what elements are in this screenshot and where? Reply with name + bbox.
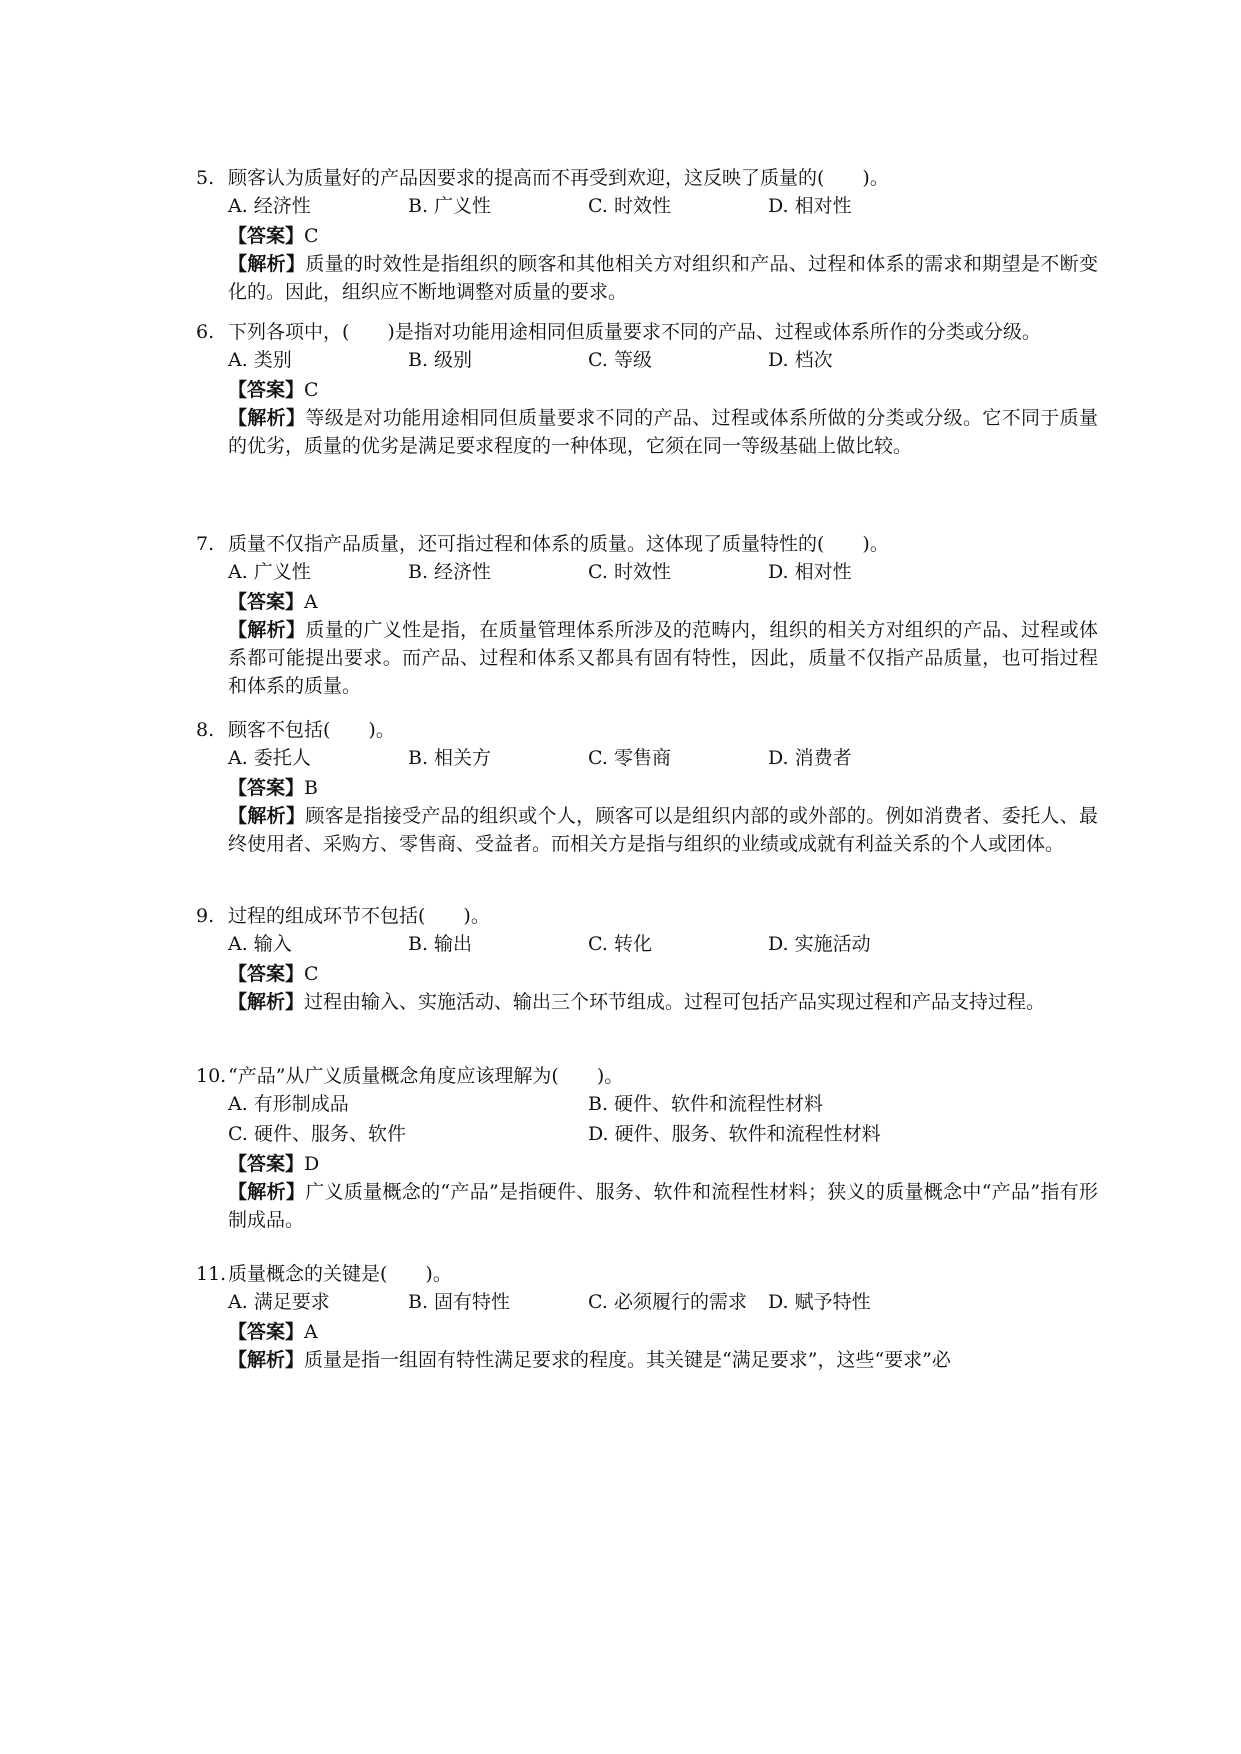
- answer-line: [228, 1318, 1098, 1346]
- analysis-text: 等级是对功能用途相同但质量要求不同的产品、过程或体系所做的分类或分级。它不同于质量的优劣，质量的优劣是满足要求程度的一种体现，它须在同一等级基础上做比较。: [228, 407, 1098, 457]
- analysis-tag: 【解析】: [228, 1349, 305, 1371]
- option-b: B. 固有特性: [408, 1291, 511, 1313]
- question-number: 8.: [196, 719, 215, 741]
- analysis-text: 质量的时效性是指组织的顾客和其他相关方对组织和产品、过程和体系的需求和期望是不断变化的。因此，组织应不断地调整对质量的要求。: [228, 253, 1098, 303]
- options-row: [228, 930, 1108, 960]
- option-c: C. 时效性: [588, 561, 671, 583]
- question-text: 过程的组成环节不包括( )。: [228, 905, 490, 927]
- answer-tag: 【答案】: [228, 379, 305, 401]
- options-row: [228, 1090, 1108, 1120]
- question-stem: [196, 1260, 1108, 1288]
- question-6: [196, 318, 1108, 460]
- answer-value: A: [304, 591, 318, 613]
- analysis-block: [228, 616, 1098, 700]
- analysis-block: [228, 1346, 1098, 1374]
- answer-tag: 【答案】: [228, 1321, 305, 1343]
- question-stem: [196, 318, 1108, 346]
- answer-line: [228, 774, 1098, 802]
- question-number: 11.: [196, 1263, 227, 1285]
- option-a: A. 有形制成品: [228, 1093, 349, 1115]
- answer-value: C: [304, 379, 319, 401]
- options-row: [228, 744, 1108, 774]
- option-d: D. 消费者: [768, 747, 852, 769]
- answer-tag: 【答案】: [228, 225, 305, 247]
- options-row: [228, 192, 1108, 222]
- question-stem: [196, 902, 1108, 930]
- analysis-block: [228, 404, 1098, 460]
- question-text: 下列各项中，( )是指对功能用途相同但质量要求不同的产品、过程或体系所作的分类或分级。: [228, 321, 1041, 343]
- question-9: [196, 902, 1108, 1016]
- question-text: “产品”从广义质量概念角度应该理解为( )。: [228, 1065, 624, 1087]
- analysis-tag: 【解析】: [228, 619, 306, 641]
- question-number: 6.: [196, 321, 215, 343]
- answer-line: [228, 222, 1098, 250]
- question-number: 7.: [196, 533, 215, 555]
- option-a: A. 输入: [228, 933, 292, 955]
- question-stem: [196, 1062, 1108, 1090]
- analysis-text: 广义质量概念的“产品”是指硬件、服务、软件和流程性材料；狭义的质量概念中“产品”指有形制成品。: [228, 1181, 1098, 1231]
- options-row: [228, 558, 1108, 588]
- question-number: 10.: [196, 1065, 227, 1087]
- answer-line: [228, 376, 1098, 404]
- analysis-tag: 【解析】: [228, 407, 306, 429]
- analysis-text: 质量的广义性是指，在质量管理体系所涉及的范畴内，组织的相关方对组织的产品、过程或体系都可能提出要求。而产品、过程和体系又都具有固有特性，因此，质量不仅指产品质量，也可指过程和体系的质量。: [228, 619, 1098, 697]
- analysis-text: 质量是指一组固有特性满足要求的程度。其关键是“满足要求”，这些“要求”必: [304, 1349, 951, 1371]
- analysis-block: [228, 802, 1098, 858]
- analysis-tag: 【解析】: [228, 805, 306, 827]
- question-stem: [196, 530, 1108, 558]
- option-c: C. 等级: [588, 349, 652, 371]
- options-row: [228, 1120, 1108, 1150]
- question-10: [196, 1062, 1108, 1234]
- option-b: B. 级别: [408, 349, 473, 371]
- option-a: A. 委托人: [228, 747, 311, 769]
- analysis-tag: 【解析】: [228, 991, 305, 1013]
- analysis-text: 顾客是指接受产品的组织或个人，顾客可以是组织内部的或外部的。例如消费者、委托人、最终使用者、采购方、零售商、受益者。而相关方是指与组织的业绩或成就有利益关系的个人或团体。: [228, 805, 1098, 855]
- option-b: B. 相关方: [408, 747, 492, 769]
- answer-value: B: [304, 777, 318, 799]
- question-text: 质量不仅指产品质量，还可指过程和体系的质量。这体现了质量特性的( )。: [228, 533, 889, 555]
- answer-line: [228, 1150, 1098, 1178]
- options-row: [228, 346, 1108, 376]
- question-number: 5.: [196, 167, 215, 189]
- question-stem: [196, 164, 1108, 192]
- analysis-block: [228, 1178, 1098, 1234]
- option-d: D. 档次: [768, 349, 833, 371]
- option-b: B. 硬件、软件和流程性材料: [588, 1093, 824, 1115]
- question-text: 顾客不包括( )。: [228, 719, 395, 741]
- answer-line: [228, 588, 1098, 616]
- option-a: A. 经济性: [228, 195, 311, 217]
- option-c: C. 必须履行的需求: [588, 1291, 747, 1313]
- option-a: A. 类别: [228, 349, 292, 371]
- option-c: C. 时效性: [588, 195, 671, 217]
- options-row: [228, 1288, 1108, 1318]
- answer-line: [228, 960, 1098, 988]
- analysis-block: [228, 250, 1098, 306]
- answer-value: C: [304, 225, 319, 247]
- answer-value: D: [304, 1153, 320, 1175]
- question-stem: [196, 716, 1108, 744]
- analysis-text: 过程由输入、实施活动、输出三个环节组成。过程可包括产品实现过程和产品支持过程。: [304, 991, 1046, 1013]
- answer-value: C: [304, 963, 319, 985]
- option-b: B. 经济性: [408, 561, 492, 583]
- question-11: [196, 1260, 1108, 1374]
- option-c: C. 转化: [588, 933, 652, 955]
- analysis-tag: 【解析】: [228, 253, 306, 275]
- option-c: C. 硬件、服务、软件: [228, 1123, 406, 1145]
- answer-tag: 【答案】: [228, 777, 305, 799]
- question-5: [196, 164, 1108, 306]
- option-a: A. 满足要求: [228, 1291, 330, 1313]
- option-c: C. 零售商: [588, 747, 671, 769]
- answer-tag: 【答案】: [228, 591, 305, 613]
- option-d: D. 相对性: [768, 561, 852, 583]
- option-d: D. 相对性: [768, 195, 852, 217]
- option-b: B. 输出: [408, 933, 473, 955]
- answer-tag: 【答案】: [228, 963, 305, 985]
- analysis-block: [228, 988, 1098, 1016]
- option-d: D. 实施活动: [768, 933, 871, 955]
- analysis-tag: 【解析】: [228, 1181, 306, 1203]
- question-text: 顾客认为质量好的产品因要求的提高而不再受到欢迎，这反映了质量的( )。: [228, 167, 889, 189]
- answer-tag: 【答案】: [228, 1153, 305, 1175]
- question-8: [196, 716, 1108, 858]
- question-number: 9.: [196, 905, 215, 927]
- question-text: 质量概念的关键是( )。: [228, 1263, 452, 1285]
- question-7: [196, 530, 1108, 700]
- option-b: B. 广义性: [408, 195, 492, 217]
- option-d: D. 赋予特性: [768, 1291, 871, 1313]
- option-a: A. 广义性: [228, 561, 311, 583]
- answer-value: A: [304, 1321, 318, 1343]
- option-d: D. 硬件、服务、软件和流程性材料: [588, 1123, 881, 1145]
